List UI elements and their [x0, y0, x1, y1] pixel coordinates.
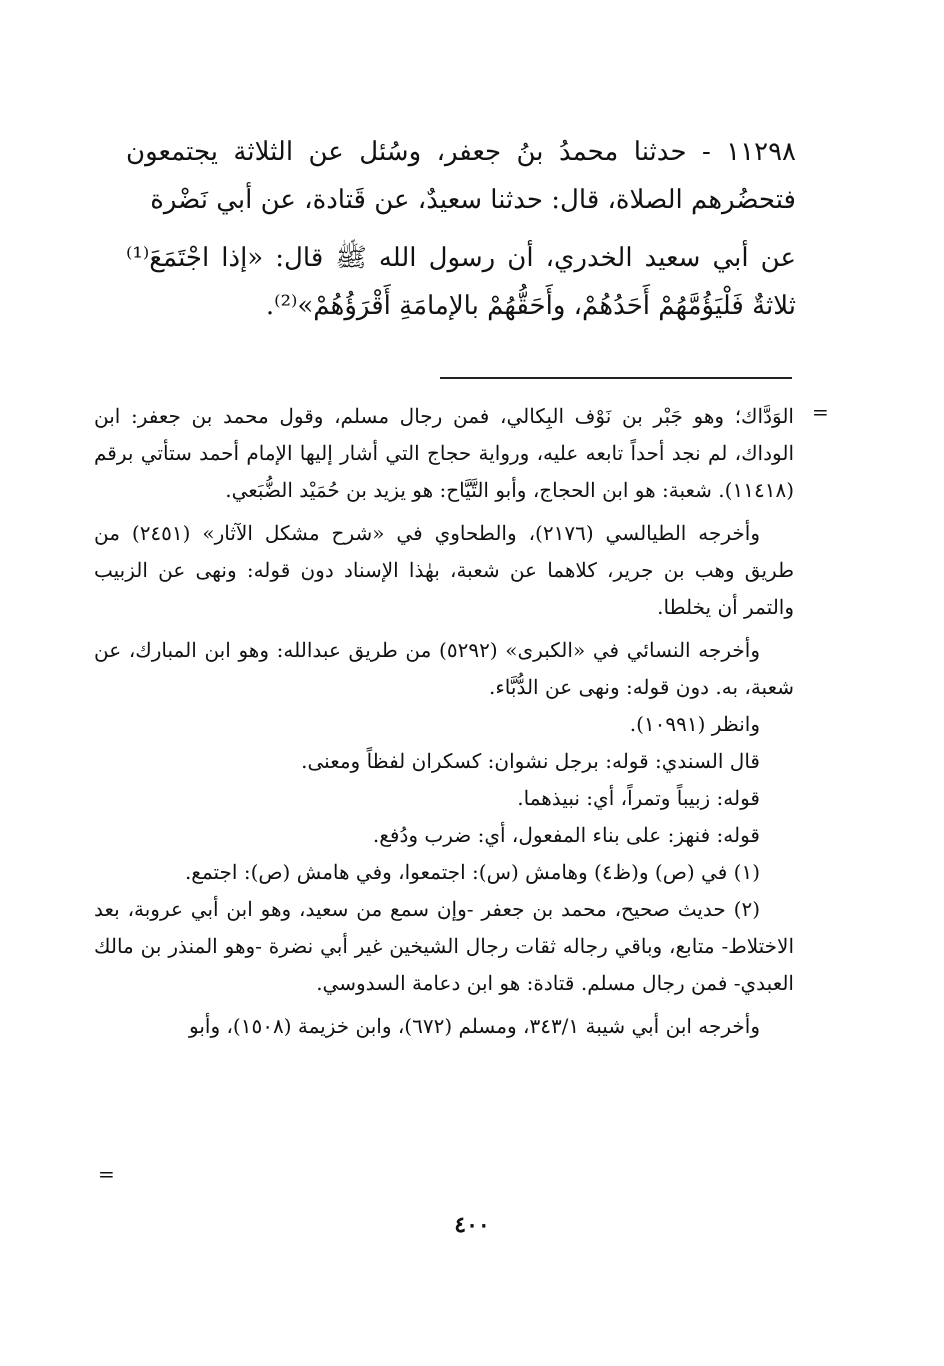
sindi-comment-2: قوله: زبيباً وتمراً، أي: نبيذهما.	[517, 786, 760, 810]
footnote-2: (٢) حديث صحيح، محمد بن جعفر -وإن سمع من سعيد، وهو ابن أبي عروبة، بعد الاختلاط- متابع، وباقي رجاله ثقات رجال الشيخين غير أبي نضرة -وهو المنذر بن مالك العبدي- فمن رجال مسلم. قتادة: هو ابن دعامة السدوسي.	[94, 897, 794, 995]
page-number: ٤٠٠	[454, 1212, 490, 1238]
footnote-see-also: وانظر (١٠٩٩١).	[629, 712, 760, 736]
sindi-comment-1: قال السندي: قوله: برجل نشوان: كسكران لفظاً ومعنى.	[301, 749, 760, 773]
hadith-text	[126, 128, 796, 330]
footnote-takhrij-nasai: وأخرجه النسائي في «الكبرى» (٥٢٩٢) من طريق عبدالله: وهو ابن المبارك، عن شعبة، به. دون قوله: ونهى عن الدُّبَّاء.	[94, 638, 794, 699]
hadith-isnad: ١١٢٩٨ - حدثنا محمدُ بنُ جعفر، وسُئل عن الثلاثة يجتمعون فتحضُرهم الصلاة، قال: حدثنا سعيدٌ، عن قَتادة، عن أبي نَضْرة	[126, 137, 796, 215]
hadith-matn: عن أبي سعيد الخدري، أن رسول الله ﷺ قال: «إذا اجْتَمَعَ⁽¹⁾ ثلاثةٌ فَلْيَؤُمَّهُمْ أَحَدُهُمْ، وأَحَقُّهُمْ بالإمامَةِ أَقْرَؤُهُمْ»⁽²⁾.	[126, 243, 796, 321]
sindi-comment-3: قوله: فنهز: على بناء المفعول، أي: ضرب ودُفع.	[372, 823, 760, 847]
footnote-continuation: الوَدَّاك؛ وهو جَبْر بن نَوْف البِكالي، فمن رجال مسلم، وقول محمد بن جعفر: ابن الوداك، لم نجد أحداً تابعه عليه، ورواية حجاج التي أشار إليها الإمام أحمد ستأتي برقم (١١٤١٨). شعبة: هو ابن الحجاج، وأبو التَّيَّاح: هو يزيد بن حُمَيْد الضُّبَعي.	[94, 404, 794, 502]
continuation-end-mark: =	[98, 1162, 115, 1186]
continuation-mark: =	[812, 400, 829, 424]
footnote-2-takhrij: وأخرجه ابن أبي شيبة ٣٤٣/١، ومسلم (٦٧٢)، وابن خزيمة (١٥٠٨)، وأبو	[189, 1014, 760, 1038]
footnote-separator	[440, 377, 792, 379]
footnote-takhrij-tayalisi: وأخرجه الطيالسي (٢١٧٦)، والطحاوي في «شرح مشكل الآثار» (٢٤٥١) من طريق وهب بن جرير، كلاهما عن شعبة، بهٰذا الإسناد دون قوله: ونهى عن الزبيب والتمر أن يخلطا.	[94, 521, 794, 619]
footnote-1: (١) في (ص) و(ظ٤) وهامش (س): اجتمعوا، وفي هامش (ص): اجتمع.	[184, 860, 760, 884]
footnotes	[94, 398, 794, 1045]
